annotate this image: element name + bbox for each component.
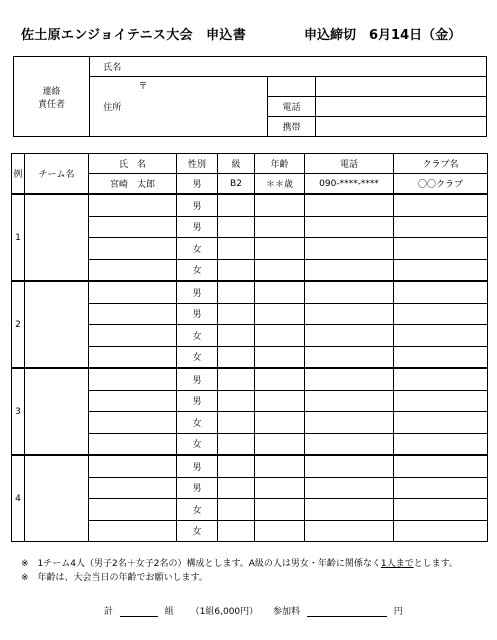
phone-field[interactable] <box>305 259 394 281</box>
player-name-field[interactable] <box>89 238 177 260</box>
player-name-field[interactable] <box>89 412 177 434</box>
age-field[interactable] <box>255 216 305 238</box>
player-name-field[interactable] <box>89 433 177 455</box>
player-name-field[interactable] <box>89 499 177 521</box>
player-name-header: 氏 名 <box>89 154 177 174</box>
rank-field[interactable] <box>218 520 255 542</box>
phone-field[interactable] <box>305 455 394 477</box>
player-row <box>12 194 488 216</box>
phone-field[interactable] <box>305 303 394 325</box>
player-name-field[interactable] <box>89 477 177 499</box>
gender-cell: 男 <box>177 368 218 390</box>
club-field[interactable] <box>394 281 488 303</box>
rank-field[interactable] <box>218 368 255 390</box>
gender-cell: 男 <box>177 194 218 216</box>
club-field[interactable] <box>394 194 488 216</box>
gender-cell: 女 <box>177 520 218 542</box>
club-field[interactable] <box>394 477 488 499</box>
total-line <box>104 604 403 617</box>
age-field[interactable] <box>255 303 305 325</box>
club-field[interactable] <box>394 455 488 477</box>
example-age: ＊＊歳 <box>255 174 305 195</box>
rank-field[interactable] <box>218 281 255 303</box>
rank-field[interactable] <box>218 259 255 281</box>
example-rank: B2 <box>218 174 255 195</box>
player-name-field[interactable] <box>89 259 177 281</box>
example-phone: 090-****-**** <box>305 174 394 195</box>
rank-field[interactable] <box>218 477 255 499</box>
rank-field[interactable] <box>218 499 255 521</box>
player-name-field[interactable] <box>89 194 177 216</box>
gender-cell: 男 <box>177 390 218 412</box>
phone-field[interactable] <box>305 433 394 455</box>
player-name-field[interactable] <box>89 303 177 325</box>
club-header: クラブ名 <box>394 154 488 174</box>
contact-table <box>13 56 487 137</box>
age-field[interactable] <box>255 368 305 390</box>
age-field[interactable] <box>255 412 305 434</box>
name-label: 氏名 <box>90 57 135 77</box>
phone-field[interactable] <box>305 412 394 434</box>
example-club: 〇〇クラブ <box>394 174 488 195</box>
contact-address-field[interactable] <box>135 77 268 137</box>
group-price: （1組6,000円） <box>190 607 259 617</box>
club-field[interactable] <box>394 346 488 368</box>
group-unit: 組 <box>164 607 174 617</box>
player-name-field[interactable] <box>89 346 177 368</box>
player-row <box>12 368 488 390</box>
phone-field[interactable] <box>305 194 394 216</box>
group-number: 1 <box>12 194 25 281</box>
phone-field[interactable] <box>305 368 394 390</box>
club-field[interactable] <box>394 238 488 260</box>
club-field[interactable] <box>394 216 488 238</box>
yen-unit: 円 <box>393 607 403 617</box>
player-name-field[interactable] <box>89 390 177 412</box>
gender-cell: 男 <box>177 455 218 477</box>
phone-field[interactable] <box>305 216 394 238</box>
rank-field[interactable] <box>218 412 255 434</box>
age-field[interactable] <box>255 259 305 281</box>
phone-field[interactable] <box>305 346 394 368</box>
player-name-field[interactable] <box>89 368 177 390</box>
age-field[interactable] <box>255 455 305 477</box>
postal-mark: 〒 <box>138 82 148 92</box>
group-number: 4 <box>12 455 25 542</box>
gender-cell: 男 <box>177 303 218 325</box>
gender-cell: 女 <box>177 412 218 434</box>
gender-cell: 女 <box>177 238 218 260</box>
age-header: 年齢 <box>255 154 305 174</box>
age-field[interactable] <box>255 499 305 521</box>
phone-field[interactable] <box>305 390 394 412</box>
gender-header: 性別 <box>177 154 218 174</box>
age-field[interactable] <box>255 390 305 412</box>
entry-table <box>11 153 488 542</box>
player-name-field[interactable] <box>89 325 177 347</box>
gender-cell: 女 <box>177 259 218 281</box>
notes <box>21 557 458 585</box>
phone-header: 電話 <box>305 154 394 174</box>
contact-name-field[interactable] <box>135 57 487 77</box>
group-count-field[interactable] <box>120 604 158 617</box>
age-field[interactable] <box>255 281 305 303</box>
age-field[interactable] <box>255 520 305 542</box>
note-line-2: ※ 年齢は、大会当日の年齢でお願いします。 <box>21 573 208 583</box>
rank-field[interactable] <box>218 238 255 260</box>
club-field[interactable] <box>394 368 488 390</box>
phone-label: 電話 <box>268 97 316 117</box>
phone-field[interactable] <box>305 325 394 347</box>
gender-cell: 女 <box>177 346 218 368</box>
player-name-field[interactable] <box>89 281 177 303</box>
club-field[interactable] <box>394 325 488 347</box>
age-field[interactable] <box>255 346 305 368</box>
rank-field[interactable] <box>218 303 255 325</box>
note-line-1: ※ 1チーム4人（男子2名＋女子2名の）構成とします。A級の人は男女・年齢に関係なく1人までとします。 <box>21 559 458 569</box>
group-number: 3 <box>12 368 25 455</box>
player-name-field[interactable] <box>89 520 177 542</box>
gender-cell: 女 <box>177 325 218 347</box>
team-name-field[interactable] <box>25 281 89 368</box>
rank-field[interactable] <box>218 325 255 347</box>
address-label: 住所 <box>90 77 135 137</box>
gender-cell: 男 <box>177 281 218 303</box>
contact-mobile-field[interactable] <box>316 117 487 137</box>
gender-cell: 女 <box>177 433 218 455</box>
age-field[interactable] <box>255 433 305 455</box>
team-name-field[interactable] <box>25 455 89 542</box>
age-field[interactable] <box>255 238 305 260</box>
player-name-field[interactable] <box>89 216 177 238</box>
rank-field[interactable] <box>218 390 255 412</box>
team-name-field[interactable] <box>25 368 89 455</box>
club-field[interactable] <box>394 433 488 455</box>
rank-field[interactable] <box>218 194 255 216</box>
age-field[interactable] <box>255 194 305 216</box>
deadline-text: 申込締切 6月14日（金） <box>304 28 462 43</box>
club-field[interactable] <box>394 259 488 281</box>
gender-cell: 男 <box>177 216 218 238</box>
age-field[interactable] <box>255 325 305 347</box>
mobile-label: 携帯 <box>268 117 316 137</box>
phone-field[interactable] <box>305 238 394 260</box>
gender-cell: 女 <box>177 499 218 521</box>
phone-field[interactable] <box>305 520 394 542</box>
club-field[interactable] <box>394 520 488 542</box>
fee-label: 参加料 <box>273 607 301 617</box>
player-row <box>12 281 488 303</box>
fee-field[interactable] <box>307 604 387 617</box>
phone-field[interactable] <box>305 281 394 303</box>
phone-field[interactable] <box>305 499 394 521</box>
rank-header: 級 <box>218 154 255 174</box>
group-number: 2 <box>12 281 25 368</box>
age-field[interactable] <box>255 477 305 499</box>
phone-field[interactable] <box>305 477 394 499</box>
club-field[interactable] <box>394 390 488 412</box>
rank-field[interactable] <box>218 455 255 477</box>
contact-phone-field[interactable] <box>316 97 487 117</box>
form-title: 佐土原エンジョイテニス大会 申込書 <box>21 28 246 43</box>
club-field[interactable] <box>394 303 488 325</box>
gender-cell: 男 <box>177 477 218 499</box>
player-name-field[interactable] <box>89 455 177 477</box>
rank-field[interactable] <box>218 433 255 455</box>
team-name-header: チーム名 <box>25 154 89 195</box>
example-name: 宮崎 太郎 <box>89 174 177 195</box>
club-field[interactable] <box>394 412 488 434</box>
club-field[interactable] <box>394 499 488 521</box>
example-gender: 男 <box>177 174 218 195</box>
player-row <box>12 455 488 477</box>
total-label: 計 <box>104 607 114 617</box>
contact-section-label: 連絡 責任者 <box>14 57 90 137</box>
rank-field[interactable] <box>218 346 255 368</box>
rank-field[interactable] <box>218 216 255 238</box>
example-header: 例 <box>12 154 25 195</box>
team-name-field[interactable] <box>25 194 89 281</box>
